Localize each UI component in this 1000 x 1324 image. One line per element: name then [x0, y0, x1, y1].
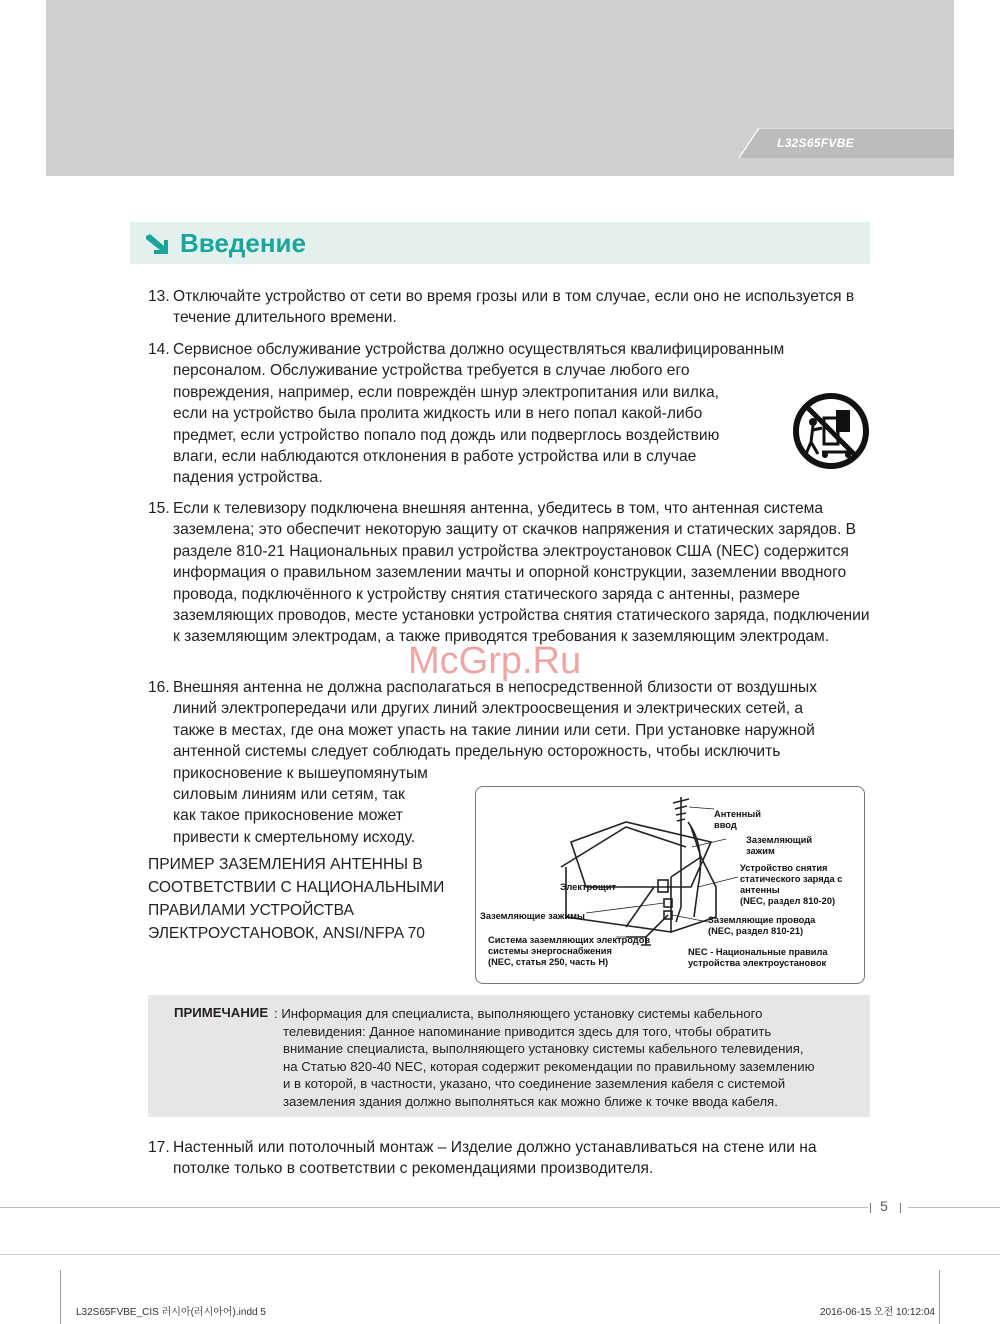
text-line: если на устройство была пролита жидкость или в него попал какой-либо: [173, 405, 703, 423]
text-line: влаги, если наблюдаются отклонения в работе устройства или в случае: [173, 448, 697, 466]
note-label: ПРИМЕЧАНИЕ: [174, 1005, 269, 1020]
label-discharge-unit: [740, 863, 842, 907]
footer-tick: [900, 1203, 901, 1213]
label-line: Устройство снятия: [740, 863, 828, 873]
label-line: зажим: [746, 846, 775, 856]
section-header: [130, 222, 870, 264]
item-number: 13.: [148, 288, 170, 305]
list-item-14: [148, 339, 828, 489]
text-line: персоналом. Обслуживание устройства требуется в случае любого его: [173, 362, 690, 380]
text-line: привести к смертельному исходу.: [173, 828, 416, 846]
label-line: ввод: [714, 820, 737, 830]
item-text: [173, 339, 828, 489]
footer-tick: [870, 1203, 871, 1213]
label-line: антенны: [740, 885, 780, 895]
antenna-grounding-diagram: [475, 786, 865, 984]
label-antenna-lead: [714, 809, 761, 831]
label-line: NEC - Национальные правила: [688, 947, 828, 957]
text-line: также в местах, где она может упасть на такие линии или сети. При установке наружной: [173, 721, 815, 739]
label-line: (NEC, раздел 810-20): [740, 896, 836, 906]
note-text: [274, 1005, 863, 1110]
text-line: как такое прикосновение может: [173, 807, 403, 825]
grounding-example-caption: [148, 853, 468, 945]
label-ground-clamp: [746, 835, 812, 857]
label-nec: [688, 947, 828, 969]
caption-line: ПРИМЕР ЗАЗЕМЛЕНИЯ АНТЕННЫ В: [148, 856, 423, 873]
imprint-date: 2016-06-15 오전 10:12:04: [820, 1307, 935, 1318]
note-line: : Информация для специалиста, выполняющего установку системы кабельного: [274, 1006, 763, 1021]
text-line: прикосновение к вышеупомянутым: [173, 764, 428, 782]
text-line: Внешняя антенна не должна располагаться в непосредственной близости от воздушных: [173, 679, 818, 697]
label-line: (NEC, раздел 810-21): [708, 926, 804, 936]
text-line: Сервисное обслуживание устройства должно осуществляться квалифицированным: [173, 341, 785, 359]
header-band: [46, 0, 954, 176]
imprint-file: L32S65FVBE_CIS 러시아(러시아어).indd 5: [76, 1307, 266, 1318]
item-number: 15.: [148, 500, 170, 517]
label-clamps: Заземляющие зажимы: [480, 911, 585, 921]
list-item-17: [148, 1137, 870, 1180]
crop-mark: [60, 1270, 61, 1324]
label-line: (NEC, статья 250, часть H): [488, 957, 609, 967]
text-line: линий электропередачи или других линий электроосвещения и электрических сетей, а: [173, 700, 804, 718]
label-line: Заземляющий: [746, 835, 813, 845]
label-line: Антенный: [714, 809, 761, 819]
note-line: заземления здания должно выполняться как можно ближе к точке ввода кабеля.: [283, 1093, 778, 1109]
text-line: антенной системы следует соблюдать предельную осторожность, чтобы исключить: [173, 743, 781, 761]
note-line: на Статью 820-40 NEC, которая содержит рекомендации по правильному заземлению: [283, 1058, 815, 1074]
watermark: McGrp.Ru: [408, 640, 582, 682]
note-line: внимание специалиста, выполняющего установку системы кабельного телевидения,: [283, 1041, 804, 1056]
cart-tip-over-warning-icon: [792, 392, 870, 470]
text-line: предмет, если устройство попало под дождь или подверглось воздействию: [173, 426, 720, 444]
list-item-15: [148, 498, 870, 648]
label-line: системы энергоснабжения: [488, 946, 612, 956]
list-item-13: [148, 286, 873, 329]
label-line: Заземляющие провода: [708, 915, 816, 925]
caption-line: ПРАВИЛАМИ УСТРОЙСТВА: [148, 902, 354, 919]
label-electrode-system: [488, 935, 650, 968]
note-box: [148, 995, 870, 1117]
footer-rule: [0, 1207, 868, 1208]
label-line: устройства электроустановок: [688, 958, 827, 968]
model-label: L32S65FVBE: [776, 136, 854, 150]
item-number: 16.: [148, 679, 170, 696]
caption-line: ЭЛЕКТРОУСТАНОВОК, ANSI/NFPA 70: [148, 925, 425, 942]
footer-rule: [908, 1207, 1000, 1208]
arrow-down-right-icon: [146, 234, 168, 254]
crop-mark: [0, 1254, 1000, 1255]
crop-mark: [939, 1270, 940, 1324]
item-text: Если к телевизору подключена внешняя антенна, убедитесь в том, что антенная система заземлена; это обеспечит некоторую защиту от скачков напряжения и статических зарядов. В разделе 810-21 Национальных правил устройства электроустановок США (NEC) содержится информация о правильном заземлении мачты и опорной конструкции, заземлении вводного провода, подключённого к устройству снятия статического заряда с антенны, размере заземляющих проводов, месте установки устройства снятия статического заряда, подключении к заземляющим электродам, а также приводятся требования к заземляющим электродам.: [173, 500, 870, 646]
text-line: падения устройства.: [173, 469, 323, 487]
note-line: и в которой, в частности, указано, что соединение заземления кабеля с системой: [283, 1076, 786, 1091]
label-panel: Электрощит: [560, 882, 617, 892]
section-title: Введение: [180, 228, 306, 258]
text-line: повреждения, например, если повреждён шнур электропитания или вилка,: [173, 383, 720, 401]
text-line: силовым линиям или сетям, так: [173, 786, 405, 804]
page-number: 5: [880, 1198, 888, 1214]
label-line: Система заземляющих электродов: [488, 935, 651, 945]
label-line: статического заряда с: [740, 874, 843, 884]
label-conductors: [708, 915, 815, 937]
caption-line: СООТВЕТСТВИИ С НАЦИОНАЛЬНЫМИ: [148, 879, 445, 896]
note-line: телевидения: Данное напоминание приводится здесь для того, чтобы обратить: [283, 1023, 772, 1039]
item-number: 14.: [148, 341, 170, 358]
item-text: Отключайте устройство от сети во время грозы или в том случае, если оно не используется в течение длительного времени.: [173, 288, 855, 327]
item-number: 17.: [148, 1139, 170, 1156]
item-text: Настенный или потолочный монтаж – Изделие должно устанавливаться на стене или на потолке только в соответствии с рекомендациями производителя.: [173, 1139, 817, 1178]
